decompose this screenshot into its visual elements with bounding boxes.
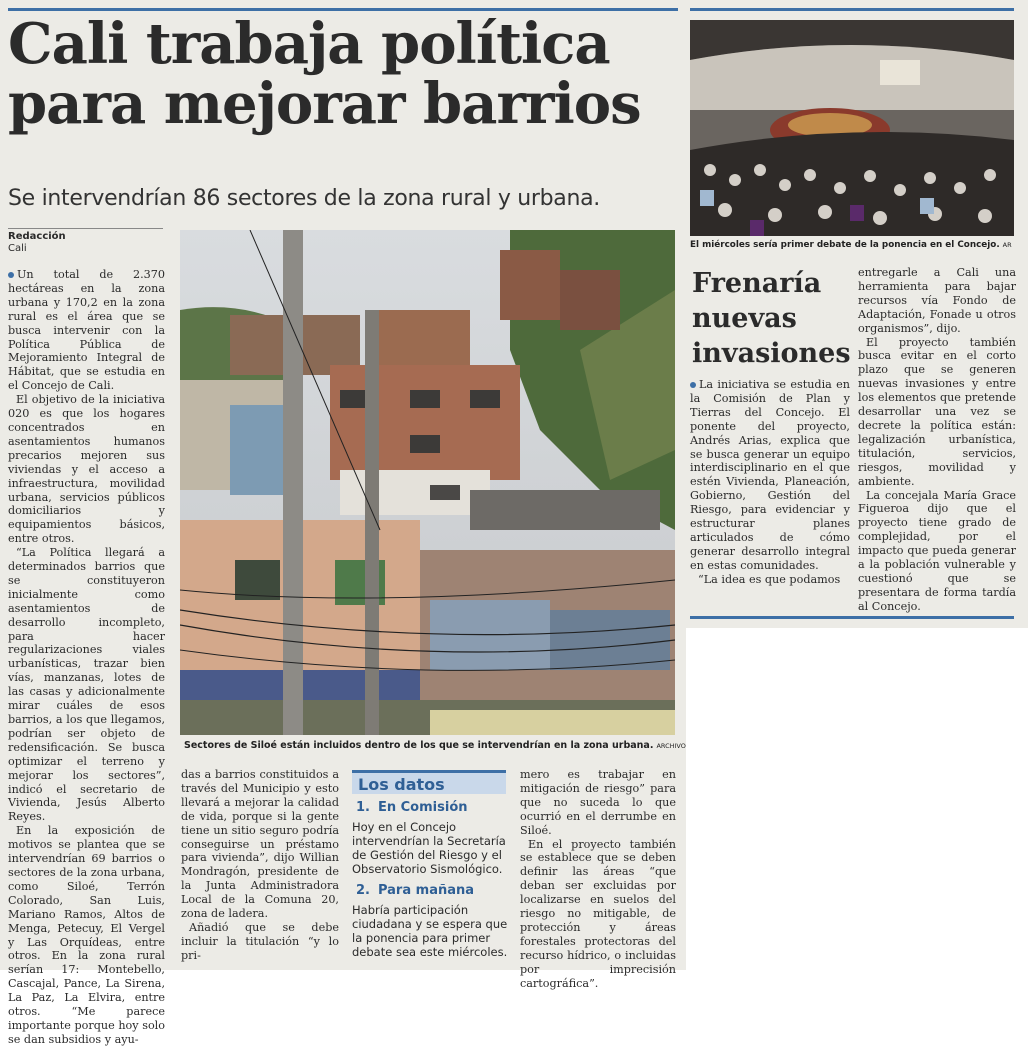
sidebar-bottom-rule <box>690 616 1014 619</box>
bullet-icon <box>690 382 696 388</box>
paragraph: Un total de 2.370 hectáreas en la zona urbana y 170,2 en la zona rural es el área que se busca intervenir con la Política Pública de Mejoramiento Integral de Hábitat, que se estudia en el Concejo de Cali. <box>8 268 165 393</box>
bullet-icon <box>8 272 14 278</box>
main-photo-caption: Sectores de Siloé están incluidos dentro de los que se intervendrían en la zona urbana. ARCHIVO <box>184 740 686 751</box>
datos-item-2-text: Habría participación ciudadana y se espera que la ponencia para primer debate sea este miércoles. <box>352 903 508 959</box>
paragraph: das a barrios constituidos a través del Municipio y esto llevará a mejorar la calidad de vida, porque si la gente tiene un sitio seguro podría conseguirse un préstamo para vivienda”, dijo Willian Mondragón, presidente de la Junta Administradora Local de la Comuna 20, zona de ladera. <box>181 768 339 921</box>
paragraph: “La Política llegará a determinados barrios que se constituyeron inicialmente como asentamientos de desarrollo incompleto, para hacer regularizaciones viales urbanísticas, trazar bien vías, manzanas, lotes de las casas y adicionalmente mirar cuáles de esos barrios, a los que llegamos, podrían ser objeto de redensificación. Se busca optimizar el terreno y mejorar los sectores”, indicó el secretario de Vivienda, Jesús Alberto Reyes. <box>8 546 165 824</box>
concejo-photo <box>690 20 1014 236</box>
sidebar-top-rule <box>690 8 1014 11</box>
paragraph: mero es trabajar en mitigación de riesgo” para que no suceda lo que ocurrió en el derrumbe en Siloé. <box>520 768 676 837</box>
paragraph: En la exposición de motivos se plantea que se intervendrían 69 barrios o sectores de la zona urbana, como Siloé, Terrón Colorado, San Luis, Mariano Ramos, Altos de Menga, Petecuy, El Vergel y Las Orquídeas, entre otros. En la zona rural serían 17: Montebello, Cascajal, Pance, La Sirena, La Paz, La Elvira, entre otros. “Me parece importante porque hoy solo se dan subsidios y ayu- <box>8 824 165 1046</box>
headline: Cali trabaja política para mejorar barrios <box>8 11 641 137</box>
datos-item-2-heading: 2. Para mañana <box>356 883 475 898</box>
sidebar-column-2 <box>858 266 1016 614</box>
datos-item-1-heading: 1. En Comisión <box>356 800 468 815</box>
paragraph: En el proyecto también se establece que se deben definir las áreas “que deban ser excluidas por localizarse en suelos del riesgo no mitigable, de protección y áreas forestales protectoras del recurso hídrico, o incluidas por imprecisión cartográfica”. <box>520 837 676 990</box>
article-column-1 <box>8 268 165 1047</box>
byline-author: Redacción <box>8 231 66 242</box>
article-column-2 <box>181 768 339 963</box>
sidebar-column-1 <box>690 378 850 587</box>
concejo-photo-caption: El miércoles sería primer debate de la ponencia en el Concejo. AR <box>690 240 1012 250</box>
paragraph: Añadió que se debe incluir la titulación “y lo pri- <box>181 920 339 962</box>
main-photo <box>180 230 675 735</box>
concejo-photo-credit: AR <box>1002 241 1012 249</box>
byline <box>8 228 163 255</box>
byline-city: Cali <box>8 243 27 254</box>
paragraph: “La idea es que podamos <box>698 572 841 586</box>
hillside-houses-image <box>180 230 675 735</box>
datos-box-title: Los datos <box>352 770 506 794</box>
subheadline: Se intervendrían 86 sectores de la zona rural y urbana. <box>8 186 601 211</box>
paragraph: El proyecto también busca evitar en el corto plazo que se generen nuevas invasiones y entre los elementos que pretende desarrollar una vez se decrete la política están: legalización urbanística, titulación, servicios, riesgos, movilidad y ambiente. <box>858 335 1016 488</box>
paragraph: La concejala María Grace Figueroa dijo que el proyecto tiene grado de complejidad, por el impacto que pueda generar a la población vulnerable y cuestionó que se presentara de forma tardía al Concejo. <box>858 488 1016 613</box>
datos-item-1-text: Hoy en el Concejo intervendrían la Secretaría de Gestión del Riesgo y el Observatorio Sismológico. <box>352 820 506 876</box>
paragraph: El objetivo de la iniciativa 020 es que los hogares concentrados en asentamientos humanos precarios mejoren sus viviendas y el acceso a infraestructura, movilidad urbana, servicios públicos domiciliarios y equipamientos básicos, entre otros. <box>8 393 165 546</box>
main-photo-credit: ARCHIVO <box>656 742 686 750</box>
article-column-4 <box>520 768 676 991</box>
sidebar-headline: Frenaría nuevas invasiones <box>692 268 851 369</box>
paragraph: entregarle a Cali una herramienta para bajar recursos vía Fondo de Adaptación, Fonade u otros organismos”, dijo. <box>858 266 1016 335</box>
council-chamber-image <box>690 20 1014 236</box>
paragraph: La iniciativa se estudia en la Comisión de Plan y Tierras del Concejo. El ponente del proyecto, Andrés Arias, explica que se busca generar un equipo interdisciplinario en el que estén Vivienda, Planeación, Gobierno, Gestión del Riesgo, para evidenciar y estructurar planes articulados de cómo generar desarrollo integral en estas comunidades. <box>690 378 850 572</box>
